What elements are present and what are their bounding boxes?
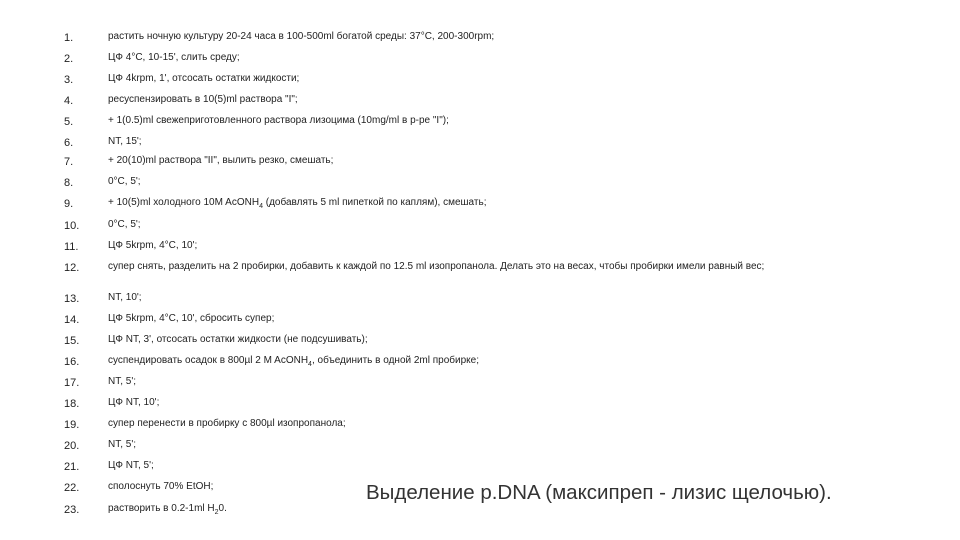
step-text-part: ЦФ NT, 10'; — [108, 397, 160, 408]
step-number: 1. — [64, 32, 74, 44]
step-text-part: 0. — [218, 503, 227, 514]
step-text — [108, 335, 878, 346]
step-text — [108, 177, 878, 188]
step-number: 23. — [64, 504, 80, 516]
step-text-part: суспендировать осадок в 800µl 2 M AcONH — [108, 355, 309, 366]
step-text — [108, 32, 878, 43]
step-text-part: ЦФ 4krpm, 1', отсосать остатки жидкости; — [108, 73, 300, 84]
step-text-part: , объединить в одной 2ml пробирке; — [311, 355, 480, 366]
step-number: 16. — [64, 356, 80, 368]
step-text — [108, 262, 878, 273]
step-text-part: ЦФ 5krpm, 4°C, 10', сбросить супер; — [108, 313, 275, 324]
step-text-part: + 10(5)ml холодного 10M AcONH — [108, 197, 260, 208]
step-text-part: сполоснуть 70% EtOH; — [108, 481, 214, 492]
step-number: 12. — [64, 262, 80, 274]
step-number: 17. — [64, 377, 80, 389]
step-text-part: ресуспензировать в 10(5)ml раствора "I"; — [108, 94, 298, 105]
step-number: 6. — [64, 137, 74, 149]
step-text — [108, 53, 878, 64]
step-number: 14. — [64, 314, 80, 326]
slide-title: Выделение p.DNA (максипреп - лизис щелочью). — [366, 481, 832, 504]
step-text-part: 0°C, 5'; — [108, 176, 141, 187]
step-text-part: NT, 5'; — [108, 376, 137, 387]
subscript: 2 — [214, 509, 219, 516]
subscript: 4 — [308, 361, 312, 368]
step-text-part: + 1(0.5)ml свежеприготовленного раствора лизоцима (10mg/ml в р-ре "I"); — [108, 115, 449, 126]
step-number: 13. — [64, 293, 80, 305]
step-text-part: растить ночную культуру 20-24 часа в 100-500ml богатой среды: 37°C, 200-300rpm; — [108, 31, 495, 42]
step-text-part: (добавлять 5 ml пипеткой по каплям), смешать; — [262, 197, 487, 208]
step-text — [108, 440, 878, 451]
step-text — [108, 137, 878, 148]
step-text-part: ЦФ 4°C, 10-15', слить среду; — [108, 52, 240, 63]
step-number: 3. — [64, 74, 74, 86]
step-number: 2. — [64, 53, 74, 65]
step-text — [108, 419, 878, 430]
step-text-part: + 20(10)ml раствора "II", вылить резко, смешать; — [108, 155, 334, 166]
step-text — [108, 356, 878, 368]
step-text — [108, 377, 878, 388]
step-text — [108, 461, 878, 472]
step-number: 21. — [64, 461, 80, 473]
subscript: 4 — [259, 203, 263, 210]
step-text — [108, 198, 878, 210]
step-number: 8. — [64, 177, 74, 189]
step-text-part: 0°C, 5'; — [108, 219, 141, 230]
step-text-part: NT, 10'; — [108, 292, 142, 303]
step-number: 22. — [64, 482, 80, 494]
step-text-part: ЦФ 5krpm, 4°C, 10'; — [108, 240, 198, 251]
step-text-part: NT, 5'; — [108, 439, 137, 450]
step-text — [108, 116, 878, 127]
step-number: 5. — [64, 116, 74, 128]
step-text — [108, 74, 878, 85]
step-text — [108, 241, 878, 252]
step-number: 20. — [64, 440, 80, 452]
step-text — [108, 398, 878, 409]
step-number: 4. — [64, 95, 74, 107]
step-text-part: ЦФ NT, 3', отсосать остатки жидкости (не подсушивать); — [108, 334, 368, 345]
step-text — [108, 293, 878, 304]
step-text-part: растворить в 0.2-1ml H — [108, 503, 215, 514]
step-text — [108, 220, 878, 231]
step-number: 15. — [64, 335, 80, 347]
step-number: 10. — [64, 220, 80, 232]
step-text-part: супер перенести в пробирку с 800µl изопропанола; — [108, 418, 346, 429]
step-text-part: NT, 15'; — [108, 136, 142, 147]
step-text — [108, 95, 878, 106]
step-text — [108, 156, 878, 167]
step-number: 7. — [64, 156, 74, 168]
step-text-part: ЦФ NT, 5'; — [108, 460, 154, 471]
step-number: 11. — [64, 241, 79, 253]
step-number: 9. — [64, 198, 74, 210]
step-text — [108, 314, 878, 325]
step-number: 18. — [64, 398, 80, 410]
step-text-part: супер снять, разделить на 2 пробирки, добавить к каждой по 12.5 ml изопропанола. Делать это на весах, чтобы пробирки имели равный вес; — [108, 261, 765, 272]
step-number: 19. — [64, 419, 80, 431]
